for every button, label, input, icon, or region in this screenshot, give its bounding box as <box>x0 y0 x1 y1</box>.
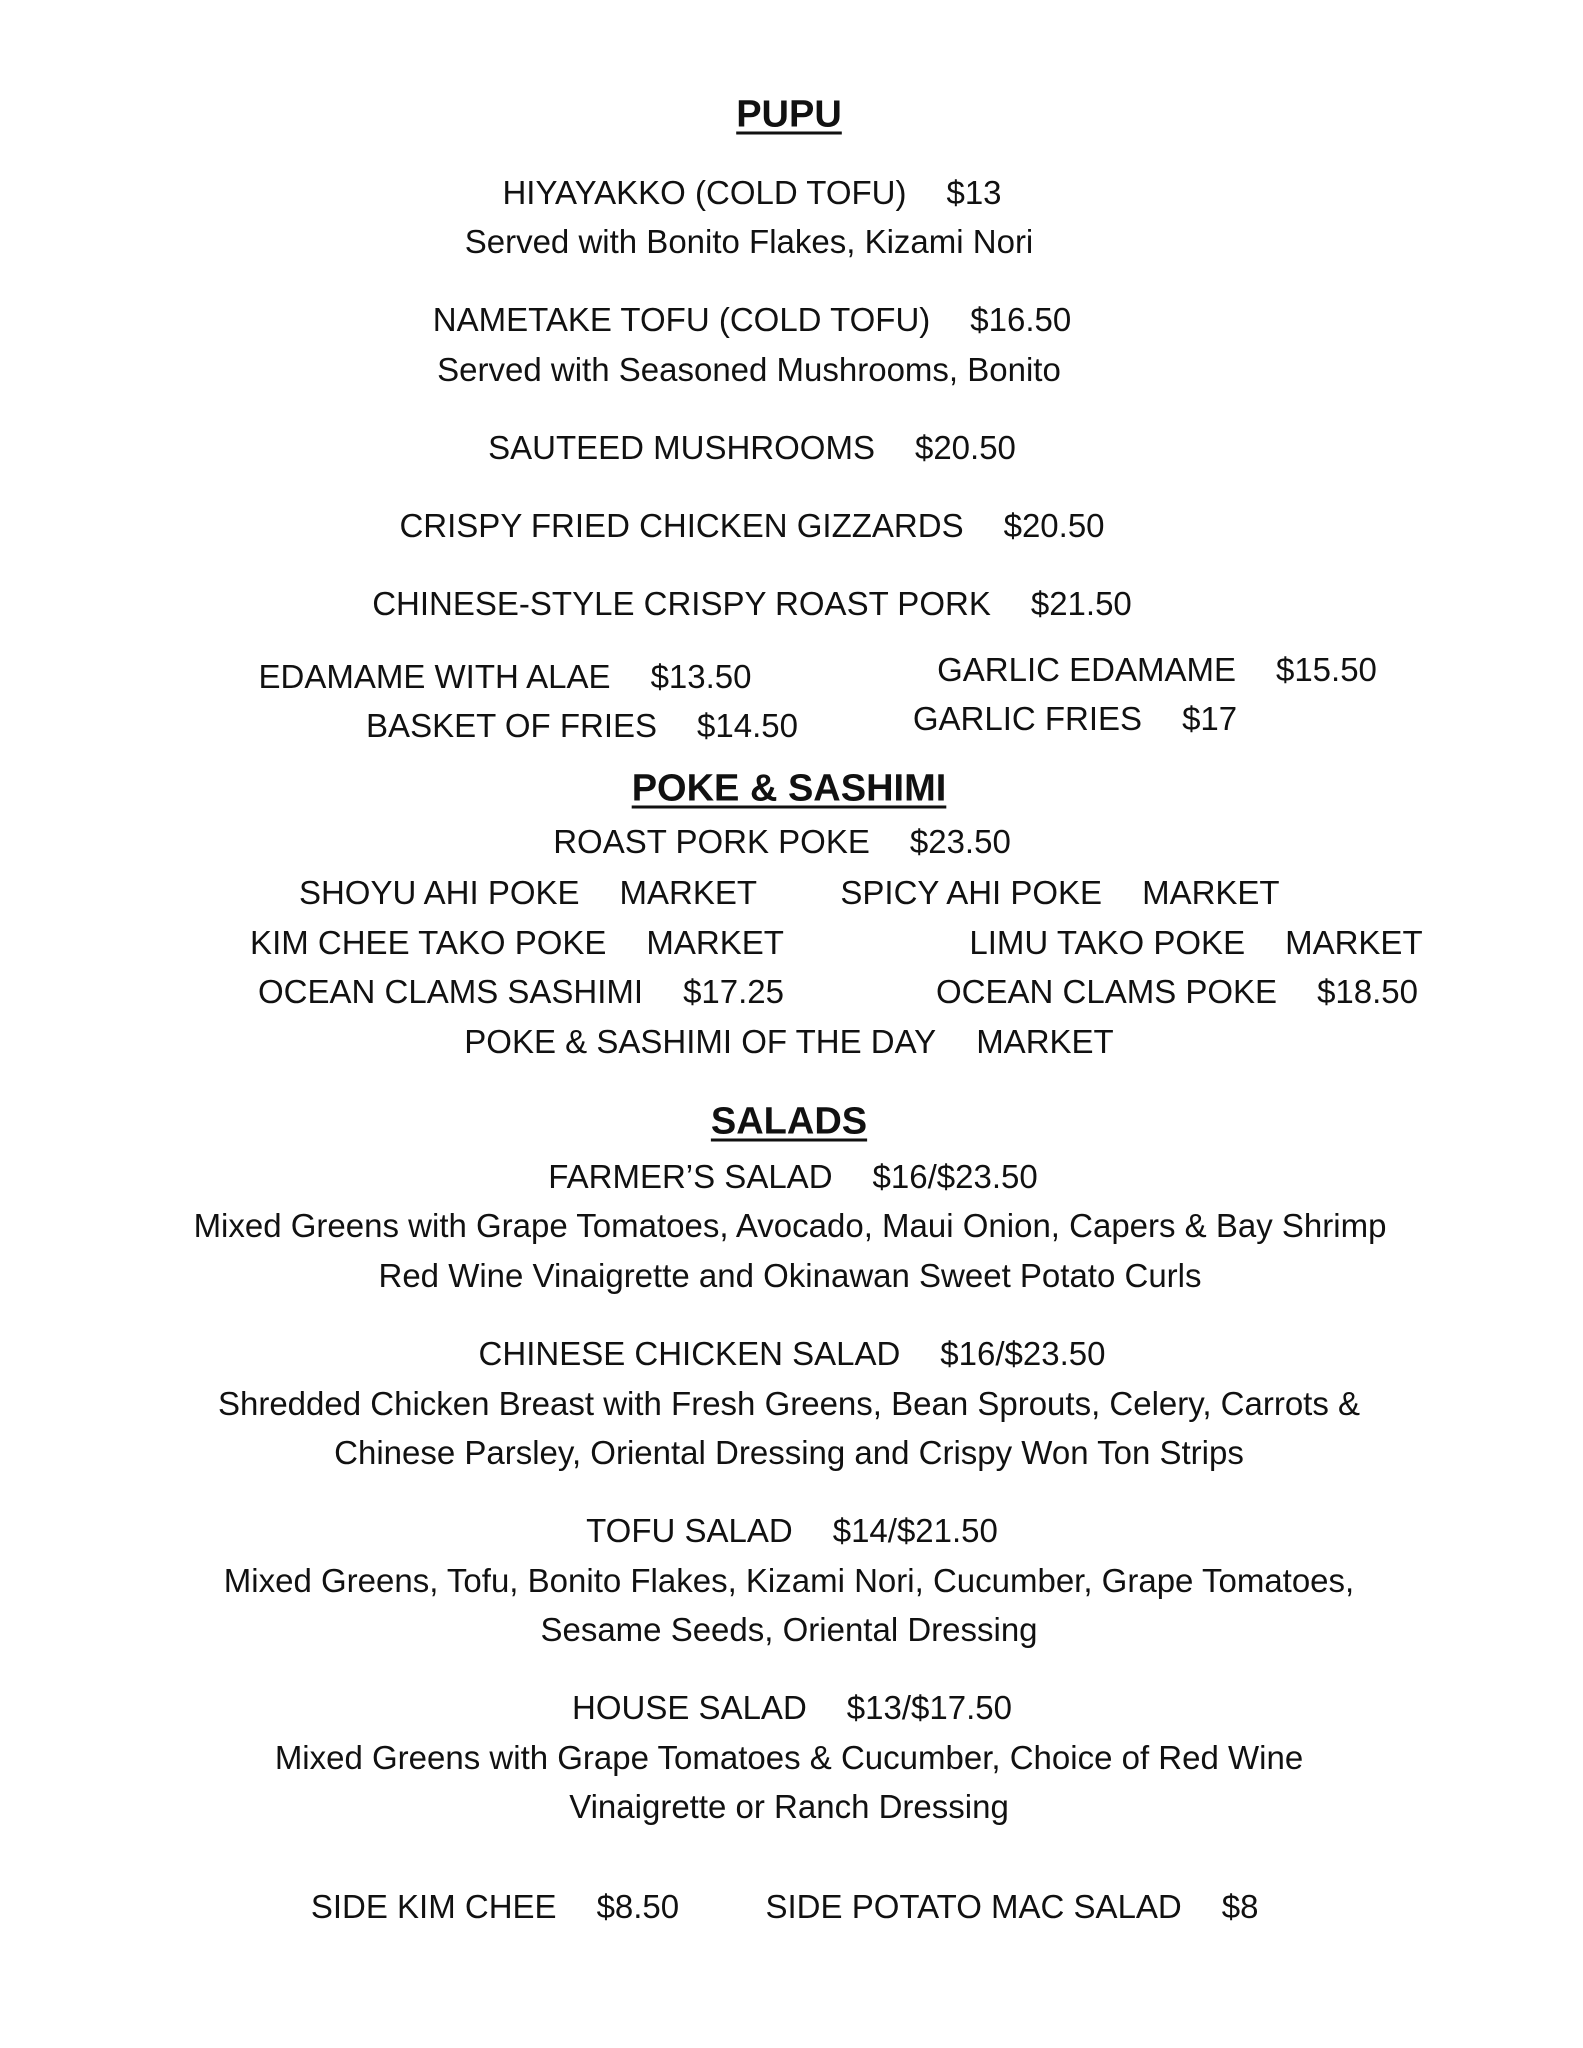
item-description: Mixed Greens with Grape Tomatoes & Cucumber, Choice of Red Wine <box>274 1739 1304 1776</box>
item-price: $13/$17.50 <box>846 1689 1012 1726</box>
item-price: $16/$23.50 <box>872 1158 1038 1195</box>
menu-item <box>479 1335 1106 1373</box>
item-description: Mixed Greens, Tofu, Bonito Flakes, Kizami Nori, Cucumber, Grape Tomatoes, <box>223 1562 1355 1599</box>
item-price: $15.50 <box>1275 651 1377 688</box>
item-name: SPICY AHI POKE <box>840 874 1103 911</box>
menu-item <box>969 924 1422 962</box>
item-description: Chinese Parsley, Oriental Dressing and Crispy Won Ton Strips <box>334 1434 1244 1471</box>
section-heading: PUPU <box>736 93 842 136</box>
menu-item <box>586 1512 998 1550</box>
item-description: Served with Bonito Flakes, Kizami Nori <box>464 223 1034 260</box>
menu-item <box>766 1888 1259 1926</box>
menu-item <box>299 874 757 912</box>
item-name: FARMER’S SALAD <box>548 1158 833 1195</box>
item-name: NAMETAKE TOFU (COLD TOFU) <box>432 301 931 338</box>
item-name: CRISPY FRIED CHICKEN GIZZARDS <box>399 507 964 544</box>
menu-item <box>250 924 784 962</box>
item-price: $16/$23.50 <box>940 1335 1106 1372</box>
menu-item <box>937 651 1377 689</box>
item-price: MARKET <box>646 924 784 961</box>
item-price: $17.25 <box>683 973 785 1010</box>
menu-item <box>259 658 752 696</box>
item-name: SIDE POTATO MAC SALAD <box>765 1888 1182 1925</box>
item-description: Mixed Greens with Grape Tomatoes, Avocado, Maui Onion, Capers & Bay Shrimp <box>193 1207 1387 1244</box>
menu-item <box>840 874 1279 912</box>
item-name: CHINESE CHICKEN SALAD <box>478 1335 901 1372</box>
item-price: $13 <box>946 174 1002 211</box>
item-price: $8.50 <box>596 1888 680 1925</box>
item-description: Red Wine Vinaigrette and Okinawan Sweet Potato Curls <box>378 1257 1202 1294</box>
item-name: EDAMAME WITH ALAE <box>258 658 611 695</box>
menu-item <box>464 1023 1113 1061</box>
item-description: Served with Seasoned Mushrooms, Bonito <box>437 351 1061 388</box>
item-price: $13.50 <box>650 658 752 695</box>
item-name: HIYAYAKKO (COLD TOFU) <box>502 174 907 211</box>
item-description: Shredded Chicken Breast with Fresh Greens, Bean Sprouts, Celery, Carrots & <box>217 1385 1361 1422</box>
item-name: SAUTEED MUSHROOMS <box>488 429 875 466</box>
item-name: OCEAN CLAMS SASHIMI <box>257 973 644 1010</box>
item-price: $8 <box>1221 1888 1259 1925</box>
menu-item <box>488 429 1016 467</box>
item-price: $23.50 <box>909 823 1011 860</box>
item-description: Sesame Seeds, Oriental Dressing <box>540 1611 1038 1648</box>
item-price: MARKET <box>976 1023 1114 1060</box>
section-heading: SALADS <box>710 1100 868 1143</box>
item-name: POKE & SASHIMI OF THE DAY <box>464 1023 937 1060</box>
menu-item <box>433 301 1071 339</box>
menu-item <box>366 707 798 745</box>
item-name: LIMU TAKO POKE <box>969 924 1246 961</box>
menu-item <box>572 1689 1012 1727</box>
item-price: $14.50 <box>697 707 798 744</box>
item-name: HOUSE SALAD <box>572 1689 807 1726</box>
item-price: $21.50 <box>1030 585 1132 622</box>
item-price: $20.50 <box>914 429 1016 466</box>
item-price: MARKET <box>1285 924 1423 961</box>
menu-item <box>548 1158 1037 1196</box>
item-name: GARLIC EDAMAME <box>937 651 1236 688</box>
item-name: OCEAN CLAMS POKE <box>935 973 1278 1010</box>
menu-item <box>913 700 1237 738</box>
item-price: $17 <box>1182 700 1238 737</box>
item-price: $20.50 <box>1003 507 1105 544</box>
item-name: SHOYU AHI POKE <box>298 874 580 911</box>
menu-item <box>936 973 1418 1011</box>
item-price: MARKET <box>1142 874 1280 911</box>
item-price: $14/$21.50 <box>832 1512 998 1549</box>
item-price: $16.50 <box>970 301 1072 338</box>
item-name: ROAST PORK POKE <box>553 823 870 860</box>
menu-item <box>311 1888 679 1926</box>
menu-item <box>502 174 1001 212</box>
menu-item <box>258 973 784 1011</box>
menu-item <box>399 507 1104 545</box>
item-price: $18.50 <box>1317 973 1419 1010</box>
item-description: Vinaigrette or Ranch Dressing <box>569 1788 1009 1825</box>
item-price: MARKET <box>619 874 758 911</box>
item-name: CHINESE-STYLE CRISPY ROAST PORK <box>372 585 991 622</box>
item-name: GARLIC FRIES <box>912 700 1143 737</box>
item-name: TOFU SALAD <box>586 1512 793 1549</box>
item-name: KIM CHEE TAKO POKE <box>250 924 607 961</box>
section-heading: POKE & SASHIMI <box>631 767 947 810</box>
menu-item <box>372 585 1132 623</box>
item-name: BASKET OF FRIES <box>366 707 658 744</box>
menu-item <box>553 823 1011 861</box>
item-name: SIDE KIM CHEE <box>310 1888 557 1925</box>
